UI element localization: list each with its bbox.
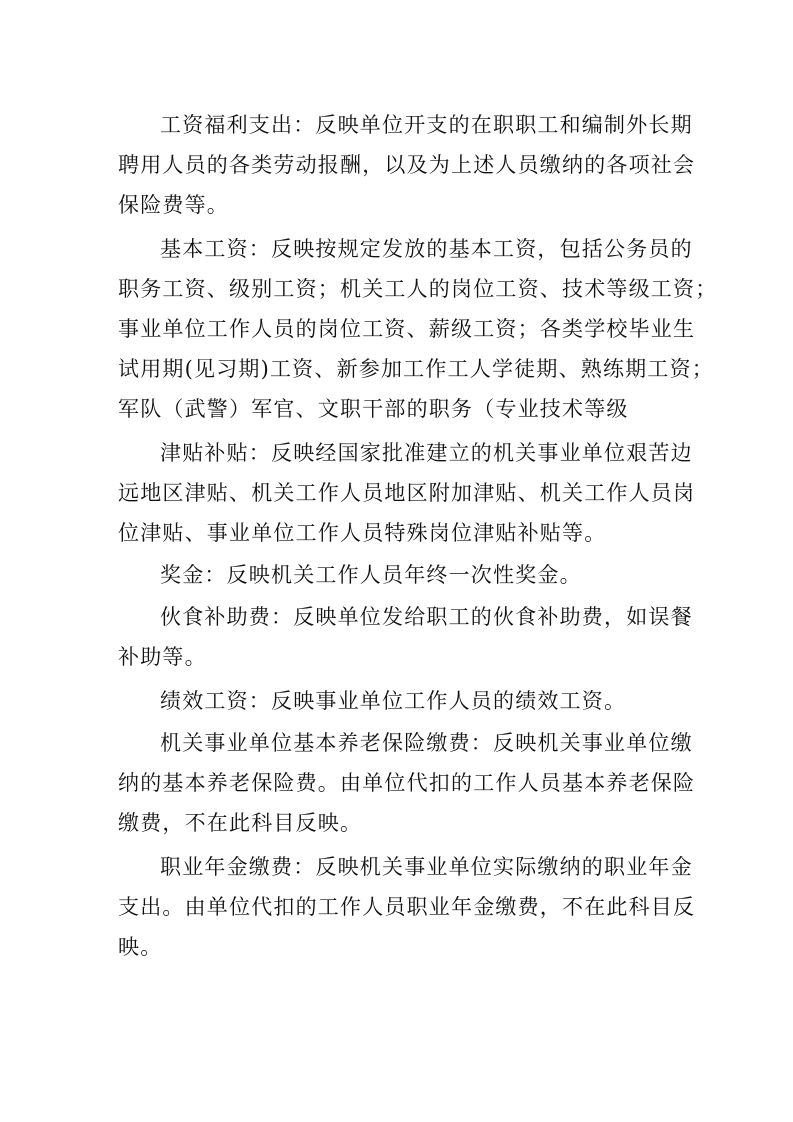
paragraph-line: 津贴补贴：反映经国家批准建立的机关事业单位艰苦边 bbox=[160, 441, 693, 465]
paragraph-line: 位津贴、事业单位工作人员特殊岗位津贴补贴等。 bbox=[118, 521, 607, 545]
paragraph-line: 纳的基本养老保险费。由单位代扣的工作人员基本养老保险 bbox=[118, 771, 696, 795]
paragraph-line: 保险费等。 bbox=[118, 193, 229, 217]
paragraph-line: 职业年金缴费：反映机关事业单位实际缴纳的职业年金 bbox=[160, 855, 693, 879]
paragraph-line: 映。 bbox=[118, 935, 163, 959]
paragraph-line: 试用期(见习期)工资、新参加工作工人学徒期、熟练期工资； bbox=[118, 357, 714, 381]
paragraph-line: 机关事业单位基本养老保险缴费：反映机关事业单位缴 bbox=[160, 731, 693, 755]
paragraph-line: 聘用人员的各类劳动报酬，以及为上述人员缴纳的各项社会 bbox=[118, 153, 696, 177]
paragraph-line: 伙食补助费：反映单位发给职工的伙食补助费，如误餐 bbox=[160, 605, 693, 629]
paragraph-line: 缴费，不在此科目反映。 bbox=[118, 811, 363, 835]
paragraph-line: 远地区津贴、机关工作人员地区附加津贴、机关工作人员岗 bbox=[118, 481, 696, 505]
paragraph-line: 奖金：反映机关工作人员年终一次性奖金。 bbox=[160, 563, 582, 587]
paragraph-line: 工资福利支出：反映单位开支的在职职工和编制外长期 bbox=[160, 113, 693, 137]
paragraph-line: 支出。由单位代扣的工作人员职业年金缴费，不在此科目反 bbox=[118, 895, 696, 919]
paragraph-line: 绩效工资：反映事业单位工作人员的绩效工资。 bbox=[160, 689, 627, 713]
paragraph-line: 事业单位工作人员的岗位工资、薪级工资；各类学校毕业生 bbox=[118, 317, 696, 341]
paragraph-line: 军队（武警）军官、文职干部的职务（专业技术等级 bbox=[118, 397, 629, 421]
paragraph-line: 补助等。 bbox=[118, 645, 207, 669]
paragraph-line: 职务工资、级别工资；机关工人的岗位工资、技术等级工资； bbox=[118, 277, 718, 301]
paragraph-line: 基本工资：反映按规定发放的基本工资，包括公务员的 bbox=[160, 237, 693, 261]
